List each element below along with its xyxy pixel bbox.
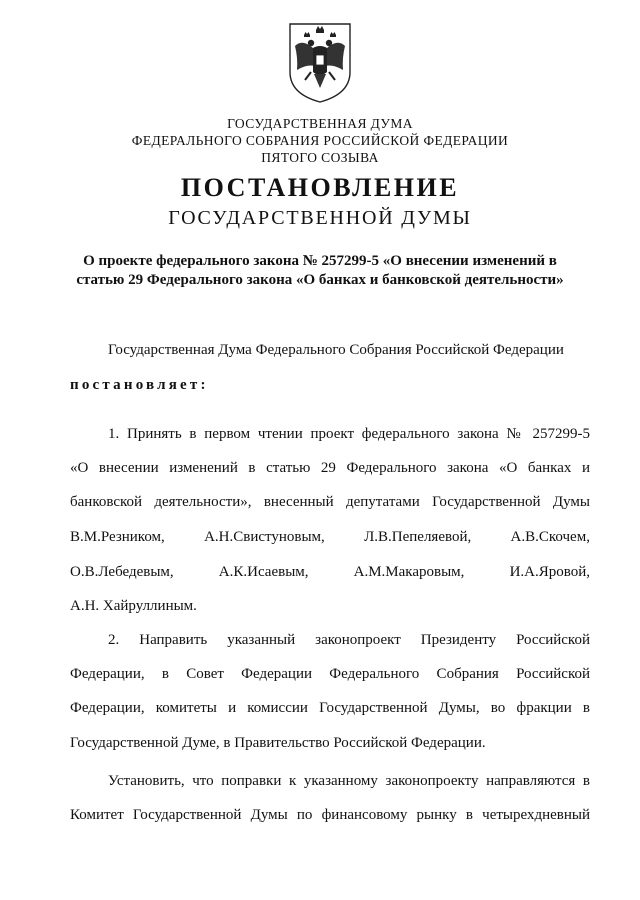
decides-text: постановляет: [70,377,209,393]
para2-line-2: Федерации, в Совет Федерации Федерального Собрания Российской [70,666,590,682]
deputy-name: А.М.Макаровым, [353,564,465,580]
deputies-row-2 [70,562,590,582]
deputy-name: Л.В.Пепеляевой, [364,529,472,545]
deputy-name: А.В.Скочем, [510,529,590,545]
deputy-name: И.А.Яровой, [509,564,590,580]
para2-line-1: 2. Направить указанный законопроект Президенту Российской [108,632,590,648]
document-title: ПОСТАНОВЛЕНИЕ [180,173,460,202]
header-line-1: ГОСУДАРСТВЕННАЯ ДУМА [227,116,413,131]
para1-line-3: банковской деятельности», внесенный депутатами Государственной Думы [70,494,590,510]
para3-line-1: Установить, что поправки к указанному законопроекту направляются в [108,773,590,789]
document-subtitle: ГОСУДАРСТВЕННОЙ ДУМЫ [168,207,472,229]
header-line-3: ПЯТОГО СОЗЫВА [261,150,379,165]
deputy-name: В.М.Резником, [70,529,165,545]
header-line-2: ФЕДЕРАЛЬНОГО СОБРАНИЯ РОССИЙСКОЙ ФЕДЕРАЦИИ [131,133,509,148]
deputy-name: А.К.Исаевым, [218,564,309,580]
para3-line-2: Комитет Государственной Думы по финансовому рынку в четырехдневный [70,807,590,823]
para1-line-6: А.Н. Хайруллиным. [70,598,197,614]
para2-line-4: Государственной Думе, в Правительство Российской Федерации. [70,735,486,751]
deputy-name: О.В.Лебедевым, [70,564,174,580]
subject-line-1: О проекте федерального закона № 257299-5 «О внесении изменений в [83,253,557,269]
para1-line-2: «О внесении изменений в статью 29 Федерального закона «О банках и [70,460,590,476]
para2-line-3: Федерации, комитеты и комиссии Государственной Думы, во фракции в [70,700,590,716]
intro-text: Государственная Дума Федерального Собрания Российской Федерации [108,342,564,358]
coat-of-arms-emblem [285,20,355,104]
document-subject [60,252,580,290]
para1-line-1: 1. Принять в первом чтении проект федерального закона № 257299-5 [108,426,590,442]
deputy-name: А.Н.Свистуновым, [204,529,325,545]
deputies-row-1 [70,527,590,547]
subject-line-2: статью 29 Федерального закона «О банках и банковской деятельности» [76,272,564,288]
